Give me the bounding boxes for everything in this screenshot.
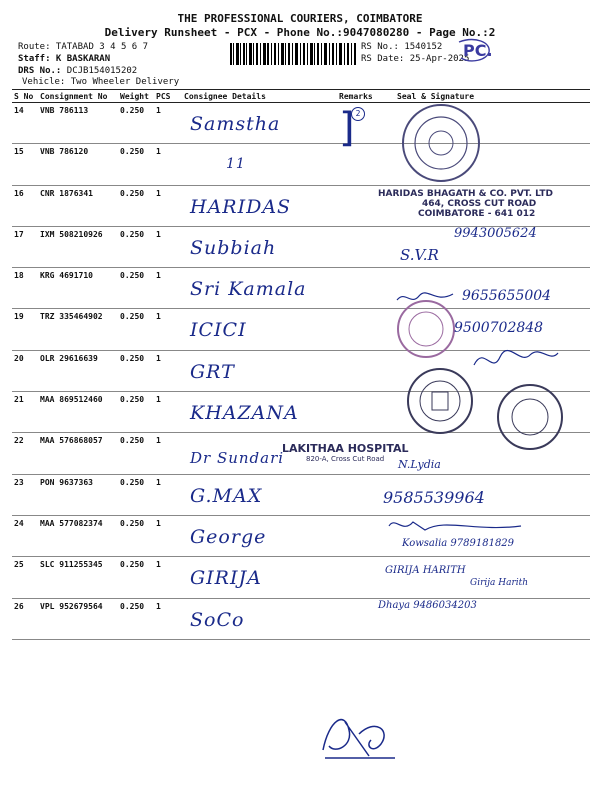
- signature-name: S.V.R: [400, 246, 439, 264]
- row-sno: 25: [12, 557, 38, 598]
- row-pcs: 1: [154, 103, 182, 144]
- row-sno: 20: [12, 350, 38, 391]
- row-sno: 26: [12, 598, 38, 639]
- row-consignee: [182, 557, 337, 598]
- lakithaa-stamp-line: 820-A, Cross Cut Road: [306, 455, 385, 463]
- row-remarks: [337, 268, 395, 309]
- row-consignee: [182, 144, 337, 185]
- row-consignment: OLR 29616639: [38, 350, 118, 391]
- row-consignee: [182, 350, 337, 391]
- row-consignment: MAA 576868057: [38, 433, 118, 474]
- bracket-mark: ]: [339, 105, 355, 151]
- remark-circle-mark: 2: [351, 107, 365, 121]
- row-consignee: [182, 474, 337, 515]
- row-consignee: [182, 309, 337, 350]
- row-pcs: 1: [154, 309, 182, 350]
- consignee-handwriting: George: [190, 525, 267, 548]
- row-consignment: TRZ 335464902: [38, 309, 118, 350]
- consignee-handwriting: G.MAX: [190, 484, 263, 507]
- haridas-stamp-line: 464, CROSS CUT ROAD: [422, 199, 537, 209]
- row-weight: 0.250: [118, 557, 154, 598]
- row-pcs: 1: [154, 144, 182, 185]
- consignee-handwriting: Subbiah: [190, 236, 277, 259]
- row-pcs: 1: [154, 433, 182, 474]
- row-consignment: MAA 869512460: [38, 392, 118, 433]
- row-sno: 21: [12, 392, 38, 433]
- consignee-handwriting: GRT: [190, 360, 235, 383]
- consignee-handwriting: Sri Kamala: [190, 278, 307, 301]
- signature-phone: 9655655004: [462, 288, 552, 304]
- row-consignment: PON 9637363: [38, 474, 118, 515]
- row-consignment: CNR 1876341: [38, 185, 118, 226]
- row-weight: 0.250: [118, 392, 154, 433]
- row-consignment: VNB 786120: [38, 144, 118, 185]
- row-pcs: 1: [154, 515, 182, 556]
- row-sno: 22: [12, 433, 38, 474]
- row-remarks: [337, 144, 395, 185]
- rs-date: RS Date: 25-Apr-2025: [361, 54, 470, 64]
- row-sno: 15: [12, 144, 38, 185]
- row-sno: 14: [12, 103, 38, 144]
- row-pcs: 1: [154, 474, 182, 515]
- row-pcs: 1: [154, 185, 182, 226]
- signature-name: GIRIJA HARITH: [385, 565, 466, 576]
- row-pcs: 1: [154, 392, 182, 433]
- haridas-stamp: [378, 189, 553, 219]
- lakithaa-stamp-line: LAKITHAA HOSPITAL: [282, 442, 409, 455]
- row-weight: 0.250: [118, 515, 154, 556]
- row-consignment: VPL 952679564: [38, 598, 118, 639]
- lakithaa-stamp: [282, 444, 409, 464]
- row-weight: 0.250: [118, 598, 154, 639]
- col-sno: S No: [12, 90, 38, 103]
- signature-phone: 9585539964: [383, 488, 485, 507]
- signature-phone: 9943005624: [454, 226, 537, 241]
- rs-number: RS No.: 1540152: [361, 42, 443, 52]
- row-consignment: SLC 911255345: [38, 557, 118, 598]
- finance-seal-icon: [400, 102, 482, 184]
- document-header: [0, 12, 600, 40]
- pc-handwritten-mark: [453, 38, 493, 64]
- jewellers-seal-icon: [405, 366, 475, 436]
- row-weight: 0.250: [118, 103, 154, 144]
- signature-name: N.Lydia: [398, 458, 441, 471]
- row-pcs: 1: [154, 557, 182, 598]
- route-label: Route: TATABAD 3 4 5 6 7: [18, 42, 149, 52]
- barcode-icon: [230, 43, 356, 65]
- row-sno: 19: [12, 309, 38, 350]
- table-row: [12, 598, 590, 639]
- row-sno: 17: [12, 226, 38, 267]
- staff-label: Staff: K BASKARAN: [18, 54, 111, 64]
- row-weight: 0.250: [118, 433, 154, 474]
- table-header-row: [12, 90, 590, 103]
- row-consignee: [182, 268, 337, 309]
- document-subtitle: Delivery Runsheet - PCX - Phone No.:9047080280 - Page No.:2: [104, 26, 496, 39]
- signature-name: Girija Harith: [470, 578, 529, 588]
- consignee-handwriting: KHAZANA: [190, 402, 299, 425]
- signature-name: Dhaya 9486034203: [378, 600, 477, 611]
- haridas-stamp-line: COIMBATORE - 641 012: [418, 209, 536, 219]
- drs-label: DRS No.:: [18, 66, 62, 76]
- row-consignment: KRG 4691710: [38, 268, 118, 309]
- row-weight: 0.250: [118, 226, 154, 267]
- row-pcs: 1: [154, 598, 182, 639]
- row-remarks: [337, 103, 395, 151]
- signature-name: Kowsalia 9789181829: [402, 538, 515, 549]
- col-pcs: PCS: [154, 90, 182, 103]
- signature-scribble-icon: [395, 288, 455, 308]
- row-weight: 0.250: [118, 185, 154, 226]
- consignee-handwriting: Samstha: [190, 113, 281, 135]
- row-sno: 16: [12, 185, 38, 226]
- row-remarks: [337, 392, 395, 433]
- row-sno: 24: [12, 515, 38, 556]
- row-consignee: [182, 103, 337, 144]
- row-consignee: [182, 226, 337, 267]
- col-consignment: Consignment No: [38, 90, 118, 103]
- row-remarks: [337, 309, 395, 350]
- row-consignment: MAA 577082374: [38, 515, 118, 556]
- row-consignee: [182, 598, 337, 639]
- row-consignment: IXM 508210926: [38, 226, 118, 267]
- row-consignment: VNB 786113: [38, 103, 118, 144]
- consignee-handwriting: 11: [226, 156, 246, 173]
- row-consignee: [182, 392, 337, 433]
- drs-value: DCJB154015202: [66, 66, 138, 76]
- col-remarks: Remarks: [337, 90, 395, 103]
- row-pcs: 1: [154, 226, 182, 267]
- row-weight: 0.250: [118, 268, 154, 309]
- row-pcs: 1: [154, 268, 182, 309]
- row-consignee: [182, 515, 337, 556]
- document-title: THE PROFESSIONAL COURIERS, COIMBATORE: [177, 12, 423, 25]
- vehicle-label: Vehicle: Two Wheeler Delivery: [22, 77, 180, 87]
- row-weight: 0.250: [118, 144, 154, 185]
- table-row: [12, 103, 590, 144]
- row-pcs: 1: [154, 350, 182, 391]
- row-remarks: [337, 557, 395, 598]
- row-weight: 0.250: [118, 350, 154, 391]
- row-weight: 0.250: [118, 309, 154, 350]
- table-row: [12, 144, 590, 185]
- col-consignee: Consignee Details: [182, 90, 337, 103]
- consignee-handwriting: ICICI: [190, 319, 247, 342]
- consignee-handwriting: HARIDAS: [190, 195, 292, 218]
- col-seal-signature: Seal & Signature: [395, 90, 590, 103]
- row-sno: 23: [12, 474, 38, 515]
- consignee-handwriting: SoCo: [190, 608, 245, 631]
- row-remarks: [337, 226, 395, 267]
- table-row: [12, 474, 590, 515]
- drs-number: [18, 66, 137, 77]
- col-weight: Weight: [118, 90, 154, 103]
- row-remarks: [337, 350, 395, 391]
- haridas-stamp-line: HARIDAS BHAGATH & CO. PVT. LTD: [378, 189, 553, 199]
- consignee-handwriting: GIRIJA: [190, 567, 262, 590]
- row-weight: 0.250: [118, 474, 154, 515]
- row-consignee: [182, 185, 337, 226]
- signature-phone: 9500702848: [454, 320, 544, 336]
- signature-scribble-icon: [470, 345, 560, 375]
- pc-text: PC.: [463, 41, 493, 60]
- consignee-handwriting: Dr Sundari: [190, 449, 285, 468]
- supervisor-signature-icon: [315, 700, 405, 770]
- jewellery-company-seal-icon: [495, 382, 565, 452]
- signature-scribble-icon: [385, 512, 525, 536]
- row-sno: 18: [12, 268, 38, 309]
